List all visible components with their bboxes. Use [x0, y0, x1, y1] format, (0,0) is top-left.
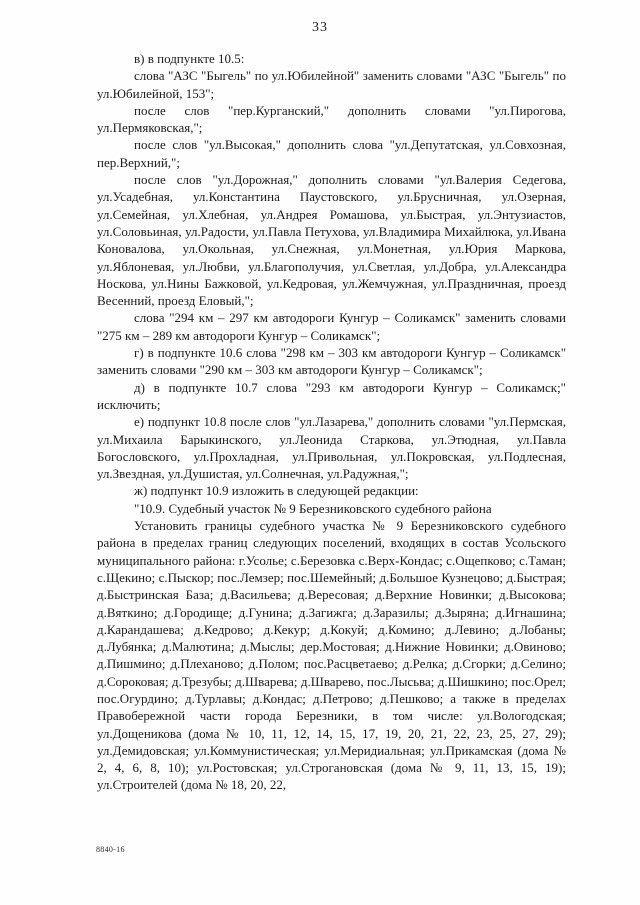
paragraph-dorozhnaya-streets: после слов "ул.Дорожная," дополнить словами "ул.Валерия Седегова, ул.Усадебная, ул.Константина Паустовского, ул.Брусничная, ул.Озерная, ул.Семейная, ул.Хлебная, ул.Андрея Ромашова, ул.Быстрая, ул.Энтузиастов, ул.Соловьиная, ул.Радости, ул.Павла Петухова, ул.Владимира Михайлюка, ул.Ивана Коновалова, ул.Окольная, ул.Снежная, ул.Монетная, ул.Юрия Маркова, ул.Яблоневая, ул.Любви, ул.Благополучия, ул.Светлая, ул.Добра, ул.Александра Носкова, ул.Нины Бажковой, ул.Кедровая, ул.Жемчужная, ул.Праздничная, проезд Весенний, проезд Еловый,";: [97, 172, 566, 309]
paragraph-km-294-297: слова "294 км – 297 км автодороги Кунгур – Соликамск" заменить словами "275 км – 289 км автодороги Кунгур – Соликамск";: [97, 310, 566, 343]
paragraph-section-10-9-title: "10.9. Судебный участок № 9 Березниковского судебного района: [134, 500, 492, 516]
paragraph-subitem-zh: ж) подпункт 10.9 изложить в следующей редакции:: [134, 483, 419, 499]
paragraph-vysokaya: после слов "ул.Высокая," дополнить слова "ул.Депутатская, ул.Совхозная, пер.Верхний,";: [97, 137, 566, 170]
paragraph-subitem-d: д) в подпункте 10.7 слова "293 км автодороги Кунгур – Соликамск;" исключить;: [97, 379, 566, 412]
paragraph-subitem-g: г) в подпункте 10.6 слова "298 км – 303 км автодороги Кунгур – Соликамск" заменить словами "290 км – 303 км автодороги Кунгур – Соликамск";: [97, 345, 566, 378]
paragraph-district-boundaries: Установить границы судебного участка № 9 Березниковского судебного района в пределах границ следующих поселений, входящих в состав Усольского муниципального района: г.Усолье; с.Березовка с.Верх-Кондас; с.Ощепково; с.Таман; с.Щекино; с.Пыскор; пос.Лемзер; пос.Шемейный; д.Большое Кузнецово; д.Быстрая; д.Быстринская База; д.Васильева; д.Вересовая; д.Верхние Новинки; д.Высокова; д.Вяткино; д.Городище; д.Гунина; д.Загижга; д.Заразилы; д.Зыряна; д.Игнашина; д.Карандашева; д.Кедрово; д.Кекур; д.Кокуй; д.Комино; д.Левино; д.Лобаны; д.Лубянка; д.Малютина; д.Мыслы; дер.Мостовая; д.Нижние Новинки; д.Овиново; д.Пишмино; д.Плеханово; д.Полом; пос.Расцветаево; д.Релка; д.Сгорки; д.Селино; д.Сороковая; д.Трезубы; д.Шварева; д.Шварево, пос.Лысьва; д.Шишкино; пос.Орел; пос.Огурдино; д.Турлавы; д.Кондас; д.Петрово; д.Пешково; а также в пределах Правобережной части города Березники, в том числе: ул.Вологодская; ул.Дощеникова (дома № 10, 11, 12, 14, 15, 17, 19, 20, 21, 22, 23, 25, 27, 29); ул.Демидовская; ул.Коммунистическая; ул.Меридиальная; ул.Прикамская (дома № 2, 4, 6, 8, 10); ул.Ростовская; ул.Строгановская (дома № 9, 11, 13, 15, 19); ул.Строителей (дома № 18, 20, 22,: [97, 518, 566, 793]
footer-document-code: 8840-16: [96, 845, 125, 854]
page-number: 33: [312, 20, 328, 35]
paragraph-subitem-e: е) подпункт 10.8 после слов "ул.Лазарева," дополнить словами "ул.Пермская, ул.Михаила Барыкинского, ул.Леонида Старкова, ул.Этюдная, ул.Павла Богословского, ул.Прохладная, ул.Привольная, ул.Покровская, ул.Подлесная, ул.Звездная, ул.Душистая, ул.Солнечная, ул.Радужная,";: [97, 414, 566, 482]
paragraph-subitem-v: в) в подпункте 10.5:: [134, 51, 245, 66]
document-body: [97, 50, 566, 794]
paragraph-azs-bygel: слова "АЗС "Быгель" по ул.Юбилейной" заменить словами "АЗС "Быгель" по ул.Юбилейной, 153";: [97, 68, 566, 101]
paragraph-kurgansky: после слов "пер.Курганский," дополнить словами "ул.Пирогова, ул.Пермяковская,";: [97, 102, 566, 136]
